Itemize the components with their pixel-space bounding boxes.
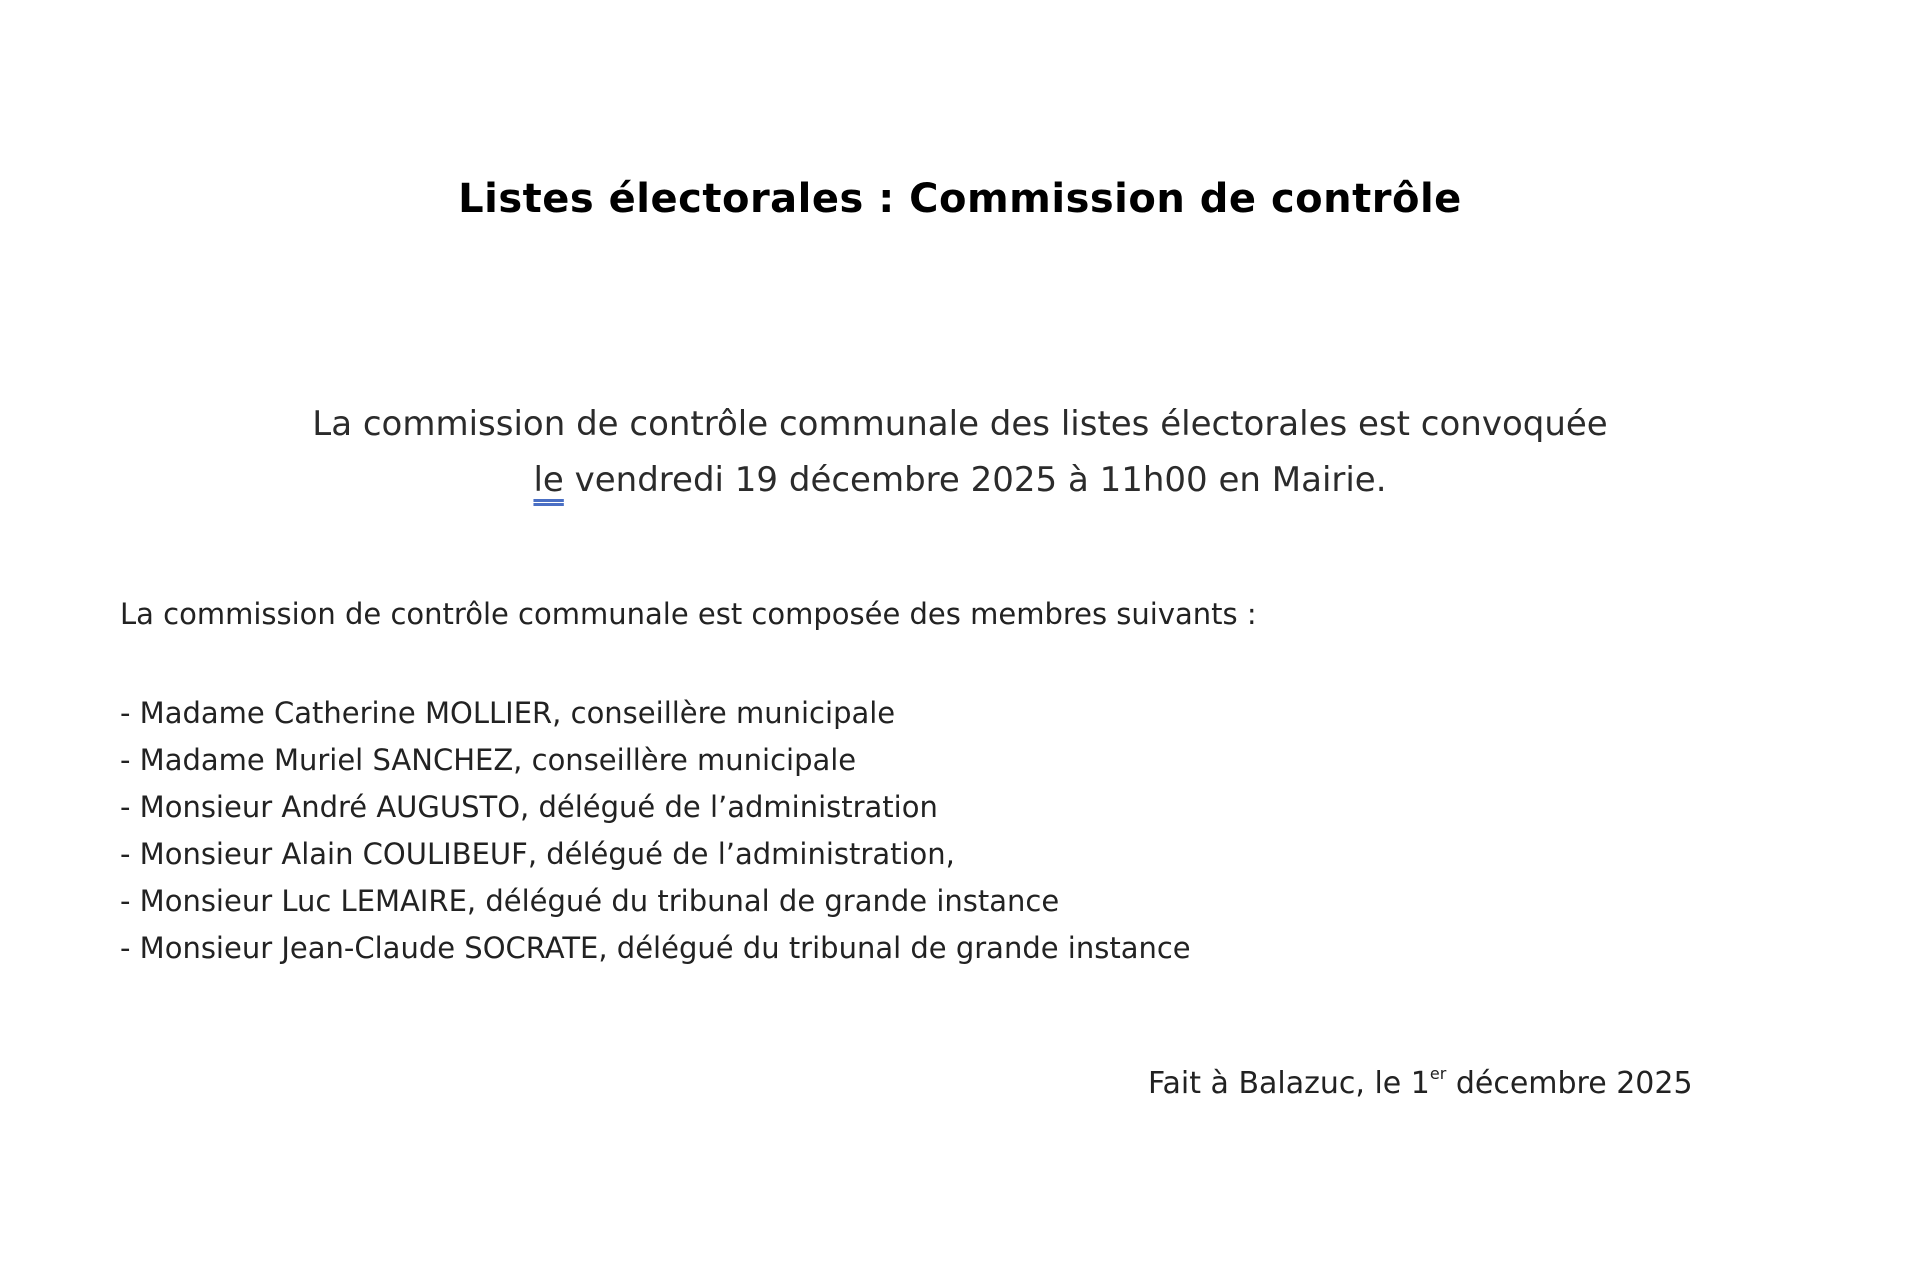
members-intro: La commission de contrôle communale est composée des membres suivants : xyxy=(120,597,1257,631)
member-item: - Monsieur Luc LEMAIRE, délégué du tribunal de grande instance xyxy=(120,884,1060,918)
members-list xyxy=(120,690,1191,972)
member-item: - Monsieur André AUGUSTO, délégué de l’administration xyxy=(120,790,938,824)
convocation-line-2 xyxy=(0,452,1920,508)
signature-date: décembre 2025 xyxy=(1446,1066,1693,1101)
ordinal-superscript: er xyxy=(1429,1064,1447,1083)
convocation-line-1: La commission de contrôle communale des listes électorales est convoquée xyxy=(312,404,1608,444)
member-item: - Monsieur Jean-Claude SOCRATE, délégué du tribunal de grande instance xyxy=(120,931,1191,965)
signature-line xyxy=(1148,1064,1693,1101)
member-item: - Madame Catherine MOLLIER, conseillère municipale xyxy=(120,696,896,730)
signature-prefix: Fait à Balazuc, le 1 xyxy=(1148,1066,1430,1101)
member-item: - Monsieur Alain COULIBEUF, délégué de l’administration, xyxy=(120,837,955,871)
member-item: - Madame Muriel SANCHEZ, conseillère municipale xyxy=(120,743,857,777)
convocation-paragraph xyxy=(0,396,1920,508)
document-title: Listes électorales : Commission de contrôle xyxy=(458,176,1462,222)
grammar-flagged-word: le xyxy=(533,460,564,500)
convocation-line-2-text: vendredi 19 décembre 2025 à 11h00 en Mairie. xyxy=(563,460,1387,500)
